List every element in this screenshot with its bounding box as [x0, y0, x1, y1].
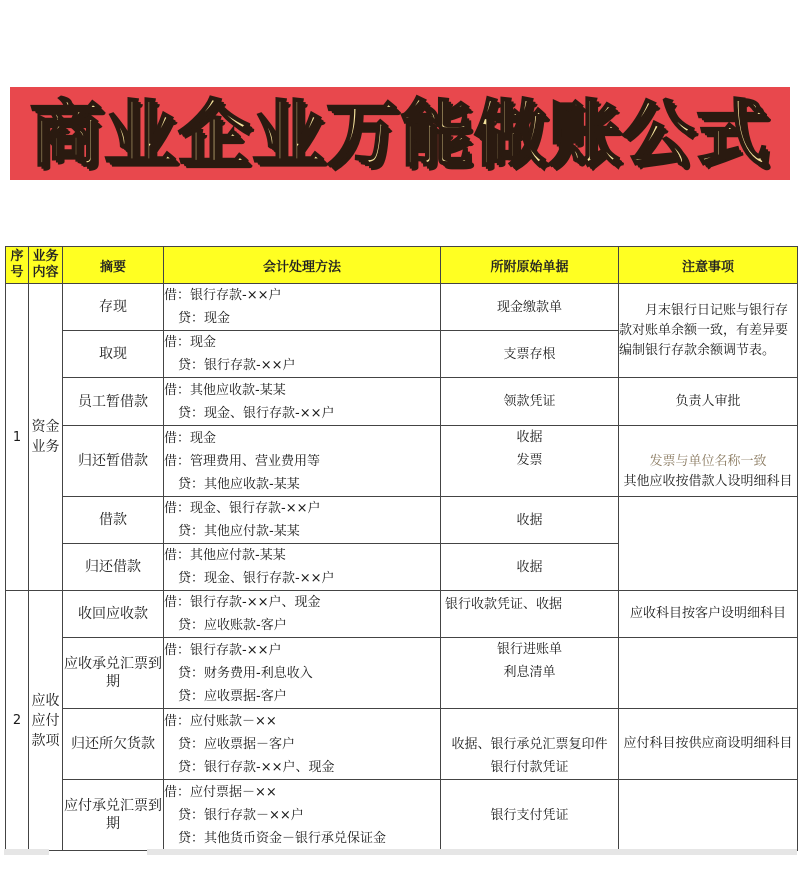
debit-line: 借：管理费用、营业费用等 — [164, 453, 321, 469]
debit-line: 借：其他应付款-某某 — [164, 548, 286, 563]
doc-item: 银行收款凭证、收据 — [445, 597, 563, 612]
doc-item: 支票存根 — [503, 346, 556, 362]
credit-line: 贷：应收票据-客户 — [178, 688, 287, 704]
seq-cell: 2 — [6, 591, 29, 851]
doc-item: 利息清单 — [503, 665, 556, 680]
credit-line: 贷：现金 — [178, 311, 231, 326]
docs-cell — [441, 378, 619, 426]
page-title: 商业企业万能做账公式 — [29, 91, 770, 176]
method-cell — [164, 331, 441, 378]
method-cell — [164, 780, 441, 851]
docs-cell — [441, 638, 619, 709]
doc-item: 银行进账单 — [496, 642, 562, 657]
summary-cell: 应收承兑汇票到期 — [63, 638, 164, 709]
note-cell — [619, 497, 798, 591]
table-row — [6, 426, 798, 497]
title-banner — [10, 87, 790, 180]
summary-cell: 存现 — [63, 284, 164, 331]
summary-cell: 归还暂借款 — [63, 426, 164, 497]
note-cell: 负责人审批 — [619, 378, 798, 426]
table-row — [6, 780, 798, 851]
doc-item: 收据 — [516, 559, 543, 575]
summary-cell: 归还借款 — [63, 544, 164, 591]
debit-line: 借：应付账款－×× — [164, 713, 277, 729]
note-line: 发票与单位名称一致 — [649, 454, 767, 469]
credit-line: 贷：银行存款-××户、现金 — [178, 759, 335, 775]
doc-item: 银行支付凭证 — [490, 807, 569, 823]
debit-line: 借：银行存款-××户、现金 — [164, 595, 321, 610]
header-docs: 所附原始单据 — [441, 247, 619, 284]
docs-cell — [441, 331, 619, 378]
accounting-table — [5, 246, 798, 851]
docs-cell — [441, 426, 619, 497]
doc-item: 收据 — [516, 430, 543, 445]
docs-cell — [441, 709, 619, 780]
doc-item: 收据 — [516, 512, 543, 528]
docs-cell — [441, 591, 619, 638]
credit-line: 贷：现金、银行存款-××户 — [178, 571, 335, 586]
table-row — [6, 638, 798, 709]
credit-line: 贷：其他应付款-某某 — [178, 524, 300, 539]
category-cell: 资金业务 — [29, 284, 63, 591]
table-row — [6, 497, 798, 544]
debit-line: 借：现金 — [164, 430, 217, 446]
docs-cell — [441, 780, 619, 851]
header-seq: 序号 — [6, 247, 29, 284]
doc-item: 银行付款凭证 — [490, 760, 569, 775]
doc-item: 领款凭证 — [503, 394, 556, 409]
credit-line: 贷：应收票据－客户 — [178, 736, 296, 752]
debit-line: 借：银行存款-××户 — [164, 288, 282, 303]
method-cell — [164, 638, 441, 709]
header-notes: 注意事项 — [619, 247, 798, 284]
credit-line: 贷：现金、银行存款-××户 — [178, 405, 335, 421]
header-row — [6, 247, 798, 284]
credit-line: 贷：财务费用-利息收入 — [178, 665, 313, 681]
credit-line: 贷：其他货币资金－银行承兑保证金 — [178, 830, 387, 846]
method-cell — [164, 591, 441, 638]
table-row — [6, 709, 798, 780]
note-cell: 应付科目按供应商设明细科目 — [619, 709, 798, 780]
header-method: 会计处理方法 — [164, 247, 441, 284]
debit-line: 借：现金、银行存款-××户 — [164, 501, 321, 516]
method-cell — [164, 378, 441, 426]
debit-line: 借：应付票据－×× — [164, 784, 277, 800]
method-cell — [164, 544, 441, 591]
method-cell — [164, 497, 441, 544]
table-row — [6, 378, 798, 426]
method-cell — [164, 709, 441, 780]
doc-item: 现金缴款单 — [496, 299, 562, 315]
docs-cell — [441, 284, 619, 331]
debit-line: 借：银行存款-××户 — [164, 642, 282, 658]
docs-cell — [441, 497, 619, 544]
debit-line: 借：其他应收款-某某 — [164, 382, 286, 398]
header-summary: 摘要 — [63, 247, 164, 284]
method-cell — [164, 426, 441, 497]
summary-cell: 借款 — [63, 497, 164, 544]
scroll-shadow — [147, 849, 797, 855]
table-row — [6, 591, 798, 638]
note-cell — [619, 638, 798, 709]
note-cell — [619, 426, 798, 497]
credit-line: 贷：银行存款－××户 — [178, 807, 304, 823]
note-cell — [619, 780, 798, 851]
summary-cell: 取现 — [63, 331, 164, 378]
summary-cell: 归还所欠货款 — [63, 709, 164, 780]
credit-line: 贷：其他应收款-某某 — [178, 476, 300, 492]
method-cell — [164, 284, 441, 331]
doc-item: 收据、银行承兑汇票复印件 — [451, 737, 608, 752]
note-line: 其他应收按借款人设明细科目 — [623, 474, 793, 489]
summary-cell: 收回应收款 — [63, 591, 164, 638]
credit-line: 贷：银行存款-××户 — [178, 358, 296, 373]
summary-cell: 应付承兑汇票到期 — [63, 780, 164, 851]
seq-cell: 1 — [6, 284, 29, 591]
credit-line: 贷：应收账款-客户 — [178, 618, 287, 633]
category-cell: 应收应付款项 — [29, 591, 63, 851]
scroll-shadow — [4, 849, 49, 855]
header-category: 业务内容 — [29, 247, 63, 284]
debit-line: 借：现金 — [164, 335, 217, 350]
table-row — [6, 284, 798, 331]
note-cell: 月末银行日记账与银行存款对账单余额一致，有差异要编制银行存款余额调节表。 — [619, 284, 798, 378]
docs-cell — [441, 544, 619, 591]
note-cell: 应收科目按客户设明细科目 — [619, 591, 798, 638]
doc-item: 发票 — [516, 453, 543, 468]
summary-cell: 员工暂借款 — [63, 378, 164, 426]
